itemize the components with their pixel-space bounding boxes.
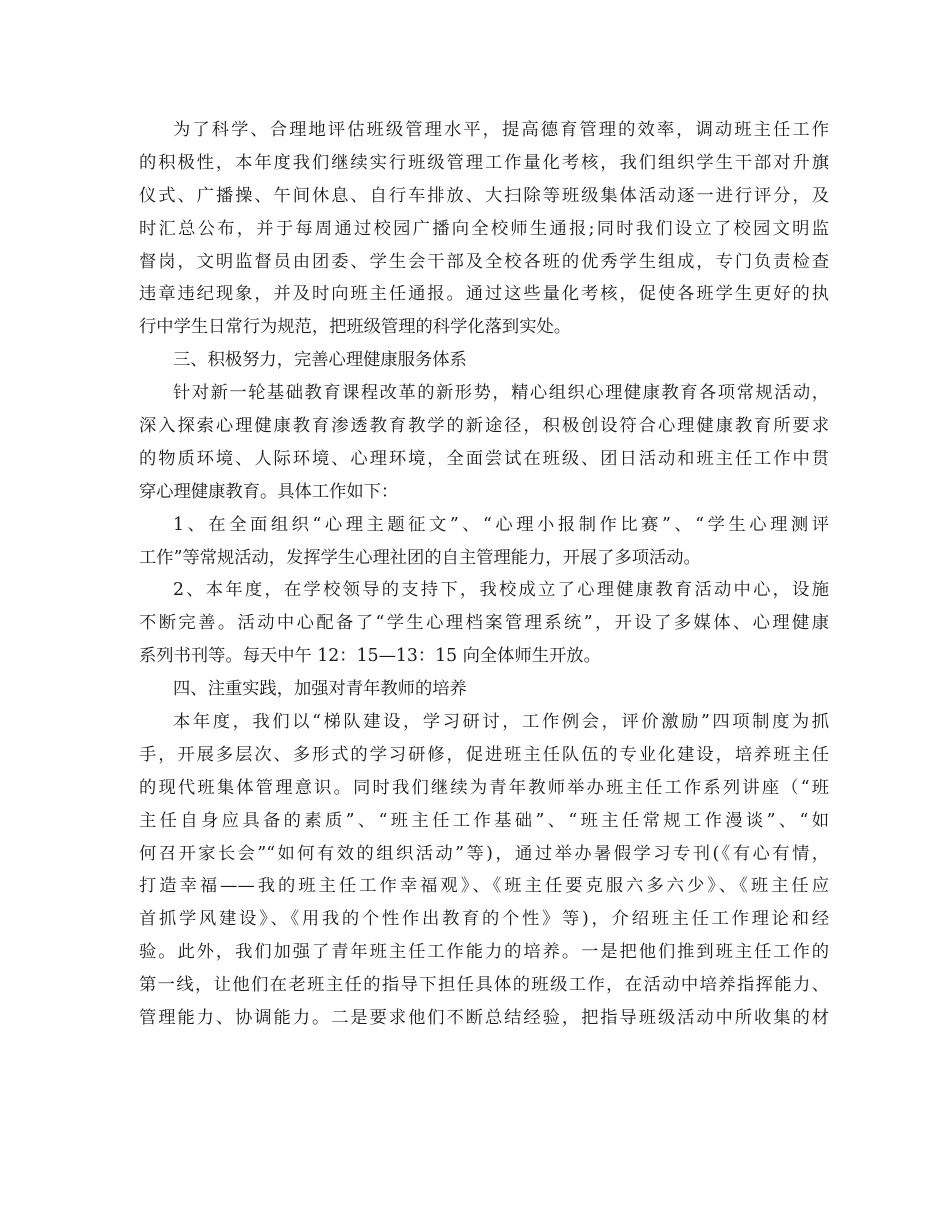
text-line: 系列书刊等。每天中午 12：15—13：15 向全体师生开放。 <box>139 646 601 667</box>
text-line: 深入探索心理健康教育渗透教育教学的新途径，积极创设符合心理健康教育所要求 <box>139 416 829 437</box>
text-line: 本年度，我们以“梯队建设，学习研讨，工作例会，评价激励”四项制度为抓 <box>173 712 829 733</box>
text-line: 管理能力、协调能力。二是要求他们不断总结经验，把指导班级活动中所收集的材 <box>139 1008 829 1029</box>
text-line: 穿心理健康教育。具体工作如下： <box>139 481 399 502</box>
text-line: 仪式、广播操、午间休息、自行车排放、大扫除等班级集体活动逐一进行评分，及 <box>139 185 829 206</box>
text-line: 违章违纪现象，并及时向班主任通报。通过这些量化考核，促使各班学生更好的执 <box>139 284 829 305</box>
text-line: 针对新一轮基础教育课程改革的新形势，精心组织心理健康教育各项常规活动， <box>173 383 829 404</box>
text-line: 四、注重实践，加强对青年教师的培养 <box>173 679 467 700</box>
text-line: 打造幸福——我的班主任工作幸福观》、《班主任要克服六多六少》、《班主任应 <box>139 876 829 897</box>
text-line: 第一线，让他们在老班主任的指导下担任具体的班级工作，在活动中培养指挥能力、 <box>139 975 829 996</box>
text-line: 不断完善。活动中心配备了“学生心理档案管理系统”，开设了多媒体、心理健康 <box>139 613 829 634</box>
text-line: 首抓学风建设》、《用我的个性作出教育的个性》等)，介绍班主任工作理论和经 <box>139 909 829 930</box>
text-line: 督岗，文明监督员由团委、学生会干部及全校各班的优秀学生组成，专门负责检查 <box>139 251 829 272</box>
text-line: 的积极性，本年度我们继续实行班级管理工作量化考核，我们组织学生干部对升旗 <box>139 152 829 173</box>
text-line: 时汇总公布，并于每周通过校园广播向全校师生通报;同时我们设立了校园文明监 <box>139 218 829 239</box>
text-line: 的现代班集体管理意识。同时我们继续为青年教师举办班主任工作系列讲座（“班 <box>139 777 829 798</box>
text-line: 三、积极努力，完善心理健康服务体系 <box>173 350 467 371</box>
text-line: 的物质环境、人际环境、心理环境，全面尝试在班级、团日活动和班主任工作中贯 <box>139 448 829 469</box>
text-line: 1、在全面组织“心理主题征文”、“心理小报制作比赛”、“学生心理测评 <box>173 514 829 535</box>
text-line: 主任自身应具备的素质”、“班主任工作基础”、“班主任常规工作漫谈”、“如 <box>139 810 829 831</box>
text-line: 行中学生日常行为规范，把班级管理的科学化落到实处。 <box>139 317 572 338</box>
document-body <box>139 114 829 1035</box>
text-line: 手，开展多层次、多形式的学习研修，促进班主任队伍的专业化建设，培养班主任 <box>139 744 829 765</box>
text-line: 2、本年度，在学校领导的支持下，我校成立了心理健康教育活动中心，设施 <box>173 580 829 601</box>
text-line: 验。此外，我们加强了青年班主任工作能力的培养。一是把他们推到班主任工作的 <box>139 942 829 963</box>
text-line: 何召开家长会”“如何有效的组织活动”等)，通过举办暑假学习专刊(《有心有情， <box>139 843 829 864</box>
text-line: 工作”等常规活动，发挥学生心理社团的自主管理能力，开展了多项活动。 <box>139 547 701 568</box>
text-line: 为了科学、合理地评估班级管理水平，提高德育管理的效率，调动班主任工作 <box>173 120 829 140</box>
